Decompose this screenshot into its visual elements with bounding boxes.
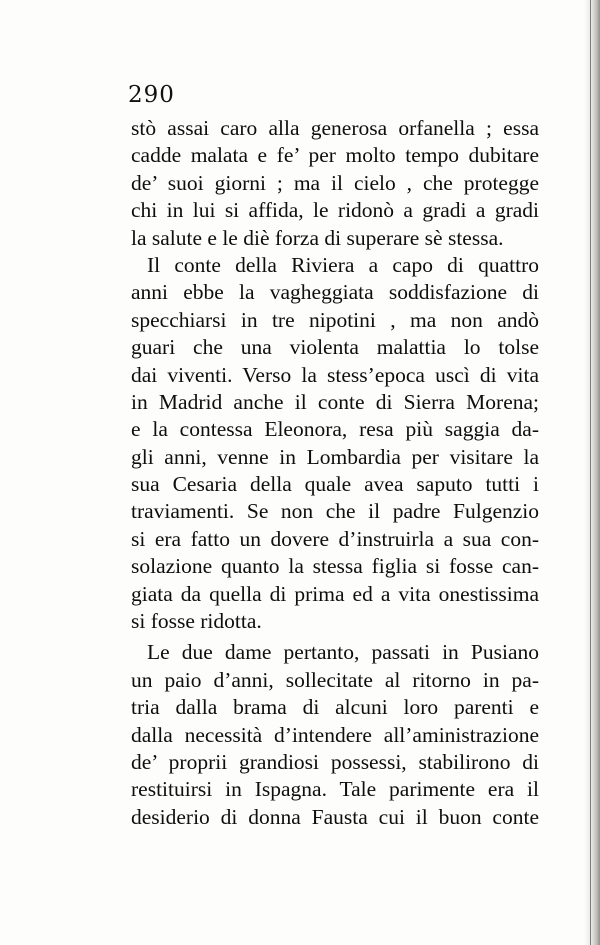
text-line: restituirsi in Ispagna. Tale parimente era il	[131, 777, 539, 802]
text-line: de’ proprii grandiosi possessi, stabilirono di	[131, 749, 539, 774]
text-line: dai viventi. Verso la stess’epoca uscì di vita	[131, 362, 539, 387]
text-line: gli anni, venne in Lombardia per visitare la	[131, 444, 539, 469]
text-line: sua Cesaria della quale avea saputo tutti i	[131, 472, 539, 497]
text-line: la salute e le diè forza di superare sè stessa.	[131, 225, 504, 250]
text-line: desiderio di donna Fausta cui il buon conte	[131, 804, 539, 829]
body-text	[131, 115, 539, 831]
page-number: 290	[128, 82, 175, 108]
page-edge-line	[590, 0, 591, 945]
text-line: e la contessa Eleonora, resa più saggia da-	[131, 417, 539, 442]
page-edge-shadow	[584, 0, 600, 945]
text-line: dalla necessità d’intendere all’aministrazione	[131, 722, 539, 747]
text-line: specchiarsi in tre nipotini , ma non andò	[131, 307, 539, 332]
text-line: Le due dame pertanto, passati in Pusiano	[147, 640, 539, 665]
paragraph	[131, 115, 539, 252]
text-line: si era fatto un dovere d’instruirla a sua con-	[131, 526, 539, 551]
text-line: chi in lui si affida, le ridonò a gradi a gradi	[131, 198, 539, 223]
paragraph	[131, 639, 539, 831]
text-line: anni ebbe la vagheggiata soddisfazione di	[131, 280, 539, 305]
text-line: tria dalla brama di alcuni loro parenti e	[131, 695, 539, 720]
text-line: in Madrid anche il conte di Sierra Morena;	[131, 389, 539, 414]
paragraph	[131, 252, 539, 635]
text-line: de’ suoi giorni ; ma il cielo , che protegge	[131, 170, 539, 195]
text-line: guari che una violenta malattia lo tolse	[131, 335, 539, 360]
text-line: un paio d’anni, sollecitate al ritorno in pa-	[131, 667, 539, 692]
text-line: giata da quella di prima ed a vita onestissima	[131, 581, 539, 606]
text-line: traviamenti. Se non che il padre Fulgenzio	[131, 499, 539, 524]
text-line: si fosse ridotta.	[131, 609, 262, 634]
text-line: solazione quanto la stessa figlia si fosse can-	[131, 554, 539, 579]
text-line: Il conte della Riviera a capo di quattro	[147, 252, 539, 277]
text-line: stò assai caro alla generosa orfanella ; essa	[131, 116, 539, 140]
text-line: cadde malata e fe’ per molto tempo dubitare	[131, 143, 539, 168]
